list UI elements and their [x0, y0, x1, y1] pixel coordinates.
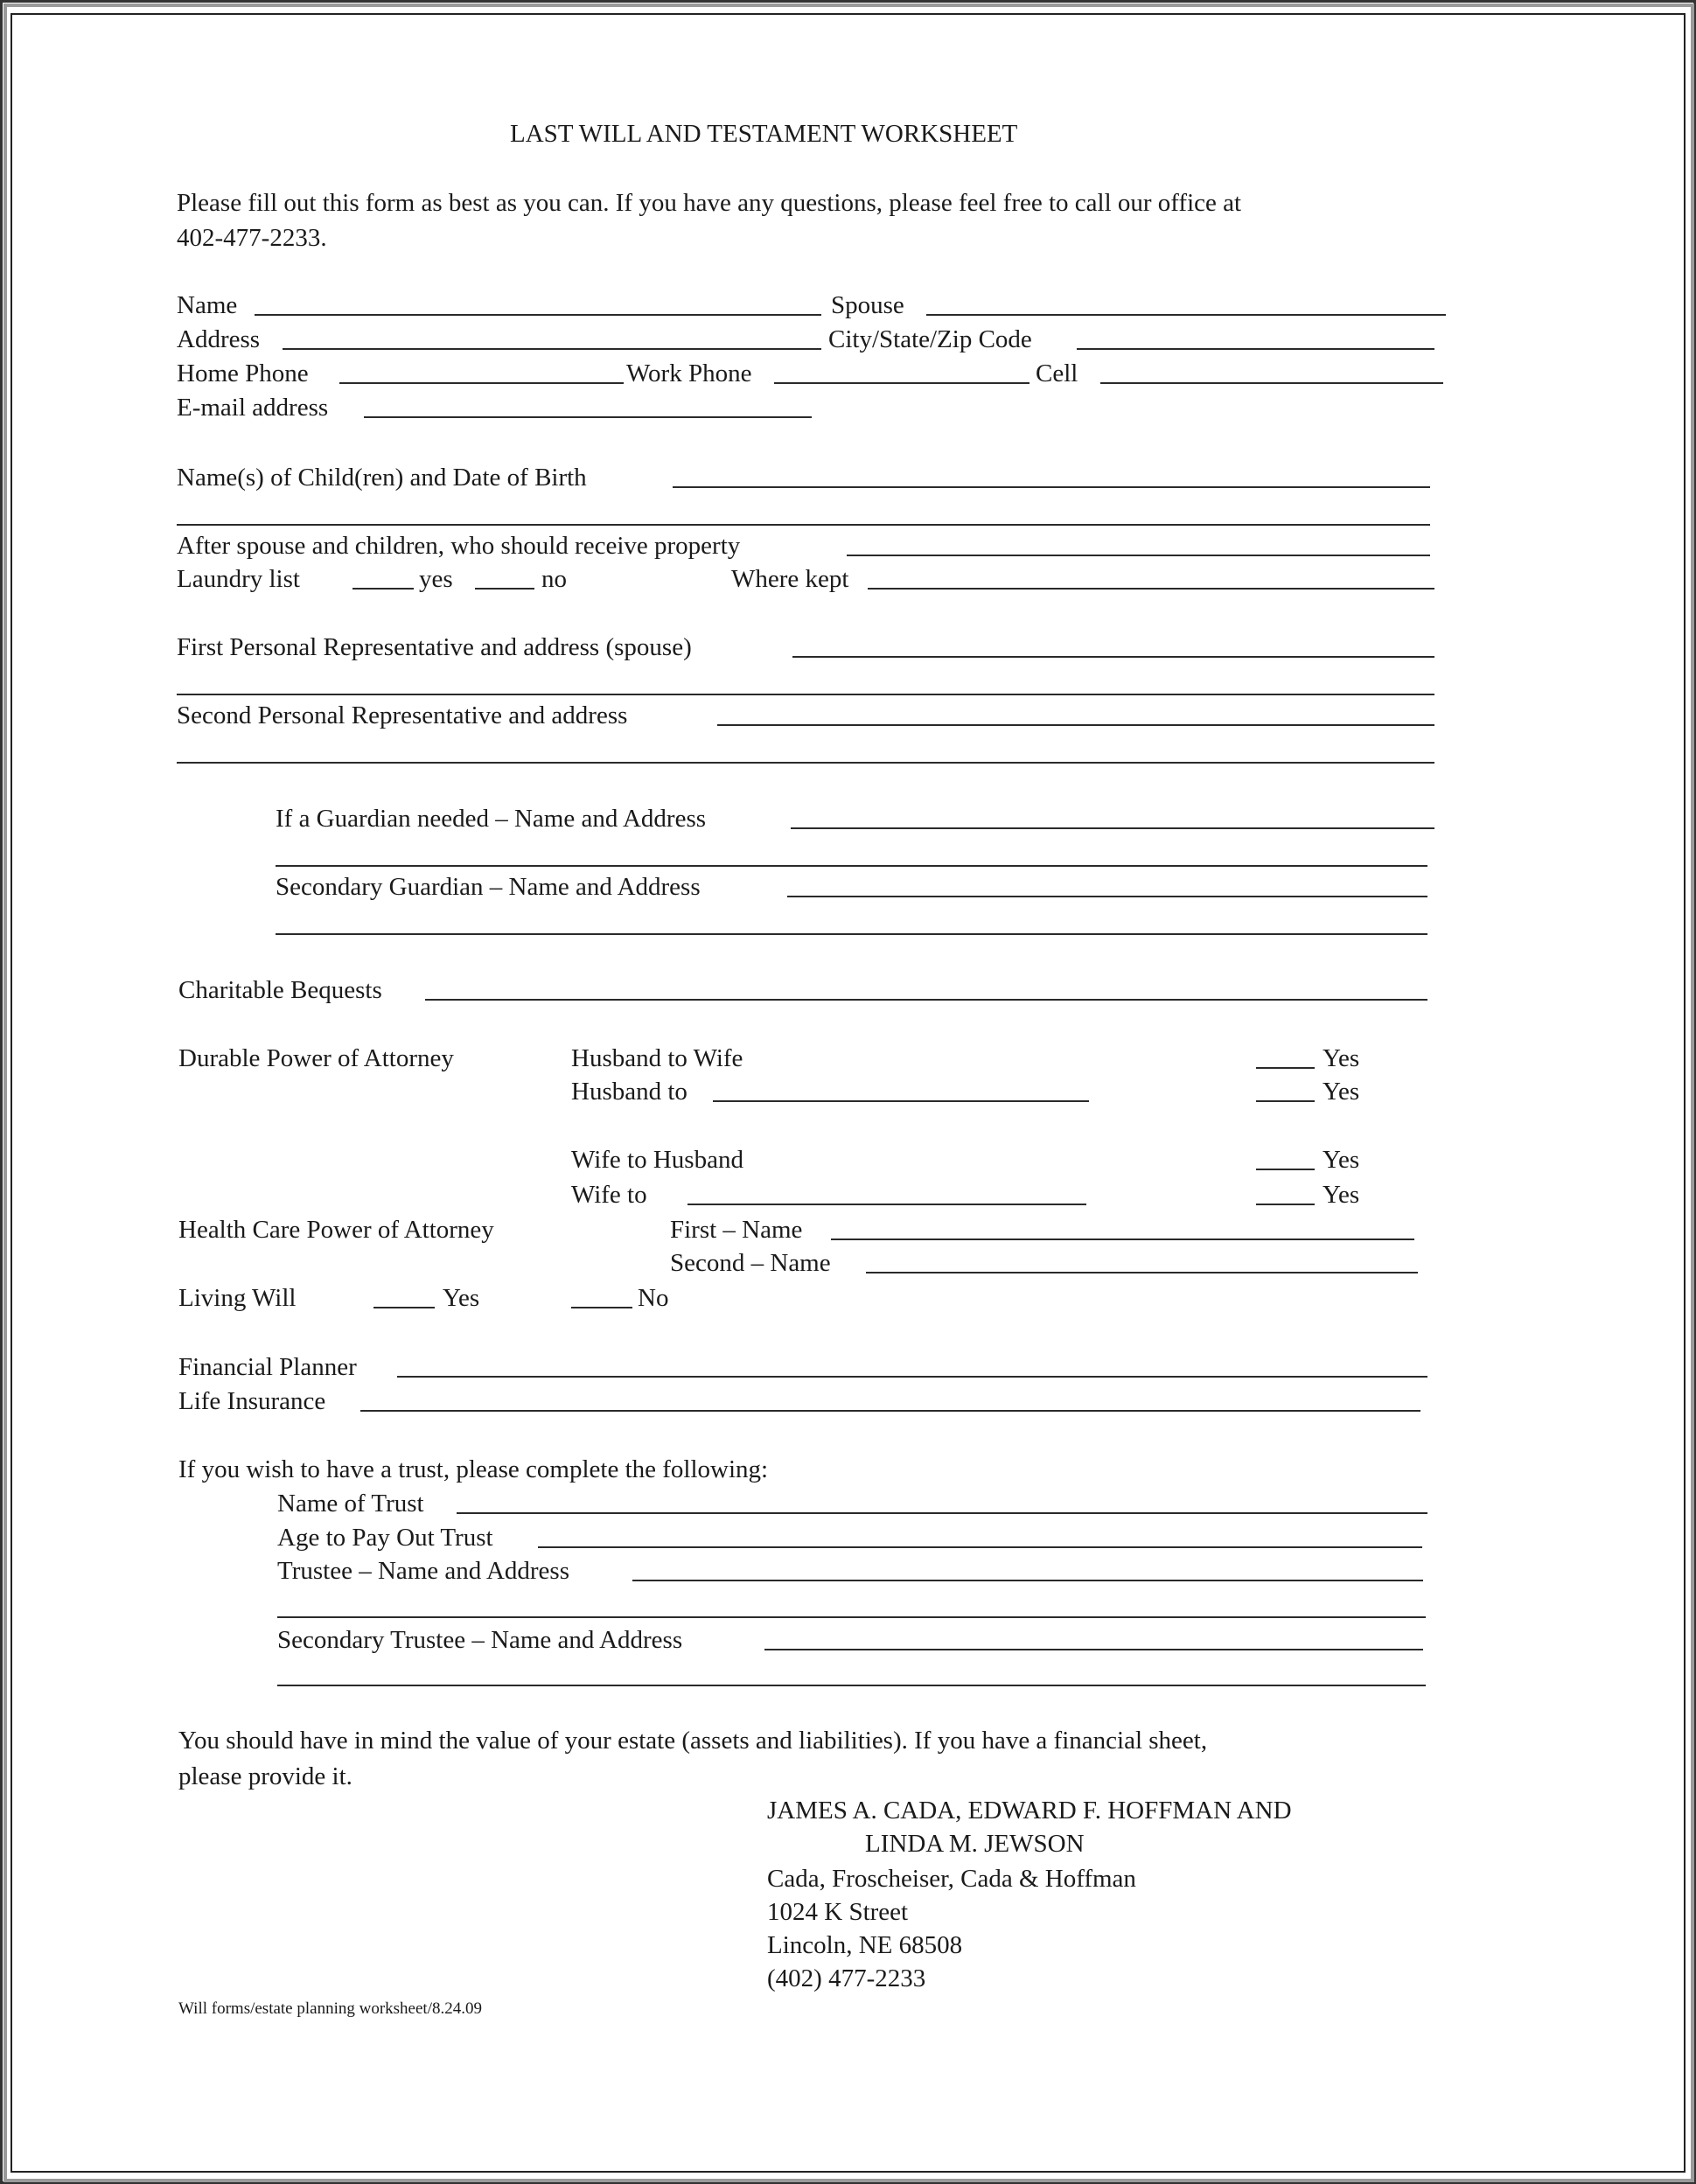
husband-to-field[interactable]	[713, 1100, 1089, 1102]
children-field-line-2[interactable]	[177, 524, 1430, 526]
yes-label: Yes	[1323, 1078, 1360, 1106]
footer-reference: Will forms/estate planning worksheet/8.24.09	[178, 1999, 482, 2018]
after-spouse-label: After spouse and children, who should receive property	[177, 532, 741, 560]
intro-phone: 402-477-2233.	[177, 224, 327, 252]
secondary-guardian-label: Secondary Guardian – Name and Address	[276, 873, 701, 901]
life-insurance-label: Life Insurance	[178, 1387, 326, 1415]
wife-to-husband-label: Wife to Husband	[571, 1146, 743, 1174]
secondary-trustee-field-line-2[interactable]	[277, 1685, 1426, 1686]
city-state-zip-label: City/State/Zip Code	[828, 325, 1032, 353]
name-label: Name	[177, 291, 238, 319]
trust-name-label: Name of Trust	[277, 1490, 424, 1518]
wife-to-label: Wife to	[571, 1181, 647, 1209]
closing-text: You should have in mind the value of your estate (assets and liabilities). If you have a financial sheet,	[178, 1727, 1208, 1755]
health-poa-label: Health Care Power of Attorney	[178, 1216, 494, 1244]
yes-label: Yes	[1323, 1044, 1360, 1072]
living-will-no-label: No	[638, 1284, 669, 1312]
secondary-trustee-field[interactable]	[764, 1649, 1423, 1650]
husband-to-label: Husband to	[571, 1078, 687, 1106]
cell-label: Cell	[1036, 359, 1078, 387]
where-kept-label: Where kept	[731, 565, 849, 593]
living-will-yes-blank[interactable]	[373, 1307, 435, 1308]
yes-label: Yes	[1323, 1146, 1360, 1174]
trust-name-field[interactable]	[457, 1512, 1427, 1514]
first-pr-label: First Personal Representative and address (spouse)	[177, 633, 692, 661]
guardian-field-line-2[interactable]	[276, 865, 1427, 867]
home-phone-label: Home Phone	[177, 359, 309, 387]
charitable-field[interactable]	[425, 999, 1427, 1001]
living-will-label: Living Will	[178, 1284, 297, 1312]
spouse-field[interactable]	[926, 314, 1446, 316]
wife-to-husband-yes-blank[interactable]	[1256, 1169, 1315, 1170]
home-phone-field[interactable]	[339, 382, 624, 384]
wife-to-yes-blank[interactable]	[1256, 1204, 1315, 1205]
email-label: E-mail address	[177, 394, 329, 422]
work-phone-field[interactable]	[774, 382, 1029, 384]
guardian-field[interactable]	[791, 827, 1434, 829]
husband-to-yes-blank[interactable]	[1256, 1100, 1315, 1102]
secondary-guardian-field[interactable]	[787, 896, 1427, 897]
firm-phone: (402) 477-2233	[767, 1964, 926, 1992]
trustee-label: Trustee – Name and Address	[277, 1557, 569, 1585]
city-state-zip-field[interactable]	[1077, 348, 1434, 350]
financial-planner-label: Financial Planner	[178, 1353, 357, 1381]
laundry-list-label: Laundry list	[177, 565, 300, 593]
second-pr-field[interactable]	[717, 724, 1434, 726]
living-will-no-blank[interactable]	[571, 1307, 632, 1308]
second-name-label: Second – Name	[670, 1249, 831, 1277]
firm-attorneys: JAMES A. CADA, EDWARD F. HOFFMAN AND	[767, 1797, 1292, 1825]
wife-to-field[interactable]	[687, 1204, 1086, 1205]
secondary-trustee-label: Secondary Trustee – Name and Address	[277, 1626, 683, 1654]
laundry-yes-label: yes	[419, 565, 453, 593]
closing-text-2: please provide it.	[178, 1762, 352, 1790]
after-spouse-field[interactable]	[847, 555, 1430, 556]
financial-planner-field[interactable]	[397, 1376, 1427, 1378]
health-second-name-field[interactable]	[866, 1272, 1418, 1273]
email-field[interactable]	[364, 416, 812, 418]
where-kept-field[interactable]	[868, 588, 1434, 590]
trust-age-label: Age to Pay Out Trust	[277, 1524, 493, 1552]
trust-age-field[interactable]	[538, 1546, 1422, 1548]
firm-name: Cada, Froscheiser, Cada & Hoffman	[767, 1865, 1136, 1893]
laundry-no-blank[interactable]	[475, 588, 534, 590]
yes-label: Yes	[1323, 1181, 1360, 1209]
health-first-name-field[interactable]	[831, 1239, 1414, 1240]
children-label: Name(s) of Child(ren) and Date of Birth	[177, 464, 587, 492]
trustee-field[interactable]	[632, 1580, 1423, 1581]
second-pr-field-line-2[interactable]	[177, 762, 1434, 764]
cell-field[interactable]	[1100, 382, 1443, 384]
durable-poa-label: Durable Power of Attorney	[178, 1044, 454, 1072]
name-field[interactable]	[255, 314, 821, 316]
guardian-label: If a Guardian needed – Name and Address	[276, 805, 707, 833]
husband-to-wife-label: Husband to Wife	[571, 1044, 743, 1072]
children-field[interactable]	[673, 486, 1430, 488]
trust-intro: If you wish to have a trust, please complete the following:	[178, 1455, 769, 1483]
address-field[interactable]	[283, 348, 821, 350]
firm-attorneys-2: LINDA M. JEWSON	[865, 1830, 1085, 1858]
living-will-yes-label: Yes	[443, 1284, 480, 1312]
firm-city: Lincoln, NE 68508	[767, 1931, 963, 1959]
laundry-no-label: no	[541, 565, 567, 593]
life-insurance-field[interactable]	[360, 1410, 1420, 1412]
charitable-label: Charitable Bequests	[178, 976, 382, 1004]
laundry-yes-blank[interactable]	[352, 588, 414, 590]
work-phone-label: Work Phone	[626, 359, 752, 387]
address-label: Address	[177, 325, 261, 353]
spouse-label: Spouse	[831, 291, 904, 319]
intro-text: Please fill out this form as best as you can. If you have any questions, please feel free to call our office at	[177, 189, 1242, 217]
husband-to-wife-yes-blank[interactable]	[1256, 1067, 1315, 1069]
second-pr-label: Second Personal Representative and address	[177, 701, 628, 729]
secondary-guardian-field-line-2[interactable]	[276, 933, 1427, 935]
first-pr-field-line-2[interactable]	[177, 694, 1434, 695]
trustee-field-line-2[interactable]	[277, 1616, 1426, 1618]
firm-street: 1024 K Street	[767, 1898, 909, 1926]
first-pr-field[interactable]	[792, 656, 1434, 658]
page-title: LAST WILL AND TESTAMENT WORKSHEET	[510, 120, 1018, 148]
first-name-label: First – Name	[670, 1216, 803, 1244]
